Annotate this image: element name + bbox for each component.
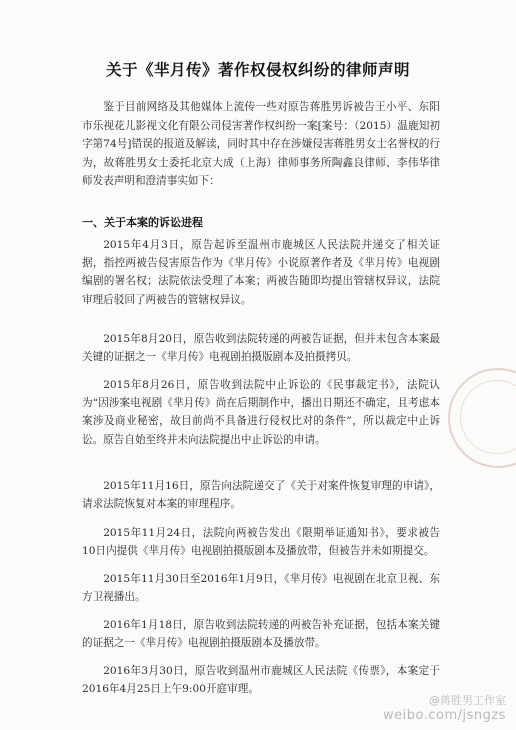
weibo-watermark	[383, 694, 506, 724]
paragraph-2015-11-30: 2015年11月30日至2016年1月9日，《芈月传》电视剧在北京卫视、东方卫视播出。	[82, 573, 440, 604]
paragraph-2016-01-18: 2016年1月18日，原告收到法院转递的两被告补充证据，包括本案关键的证据之一《芈月传》电视剧拍摄版剧本及播放带。	[82, 619, 440, 650]
paragraph-2015-08-20: 2015年8月20日，原告收到法院转递的两被告证据，但并未包含本案最关键的证据之一《芈月传》电视剧拍摄版剧本及拍摄拷贝。	[82, 333, 440, 364]
paragraph-2015-08-26: 2015年8月26日，原告收到法院中止诉讼的《民事裁定书》，法院认为“因涉案电视剧《芈月传》尚在后期制作中，播出日期还不确定，且考虑本案涉及商业秘密，故目前尚不具备进行侵权比对的条件”，所以裁定中止诉讼。原告自始至终并未向法院提出中止诉讼的申请。	[82, 379, 440, 446]
watermark-handle: @蒋胜男工作室	[429, 694, 506, 707]
document-title: 关于《芈月传》著作权侵权纠纷的律师声明	[105, 61, 410, 79]
law-firm-seal	[448, 368, 516, 468]
paragraph-2016-03-30: 2016年3月30日，原告收到温州市鹿城区人民法院《传票》，本案定于2016年4月25日上午9:00开庭审理。	[82, 665, 440, 696]
watermark-url: weibo.com/jsngzs	[383, 708, 506, 723]
paragraph-2015-11-16: 2015年11月16日，原告向法院递交了《关于对案件恢复审理的申请》，请求法院恢复对本案的审理程序。	[82, 480, 440, 511]
paragraph-2015-04-03: 2015年4月3日，原告起诉至温州市鹿城区人民法院并递交了相关证据，指控两被告侵害原告作为《芈月传》小说原著作者及《芈月传》电视剧编剧的署名权；法院依法受理了本案；两被告随即均提出管辖权异议，法院审理后驳回了两被告的管辖权异议。	[82, 239, 440, 306]
paragraph-2015-11-24: 2015年11月24日，法院向两被告发出《限期举证通知书》，要求被告10日内提供《芈月传》电视剧拍摄版剧本及播放带，但被告并未如期提交。	[82, 527, 440, 558]
section-heading: 一、关于本案的诉讼进程	[82, 216, 203, 229]
intro-paragraph: 鉴于目前网络及其他媒体上流传一些对原告蒋胜男诉被告王小平、东阳市乐视花儿影视文化有限公司侵害著作权纠纷一案[案号：（2015）温鹿知初字第74号]错误的报道及解读，同时其中存在涉嫌侵害蒋胜男女士名誉权的行为，故蒋胜男女士委托北京大成（上海）律师事务所陶鑫良律师、李伟华律师发表声明和澄清事实如下：	[82, 101, 440, 187]
